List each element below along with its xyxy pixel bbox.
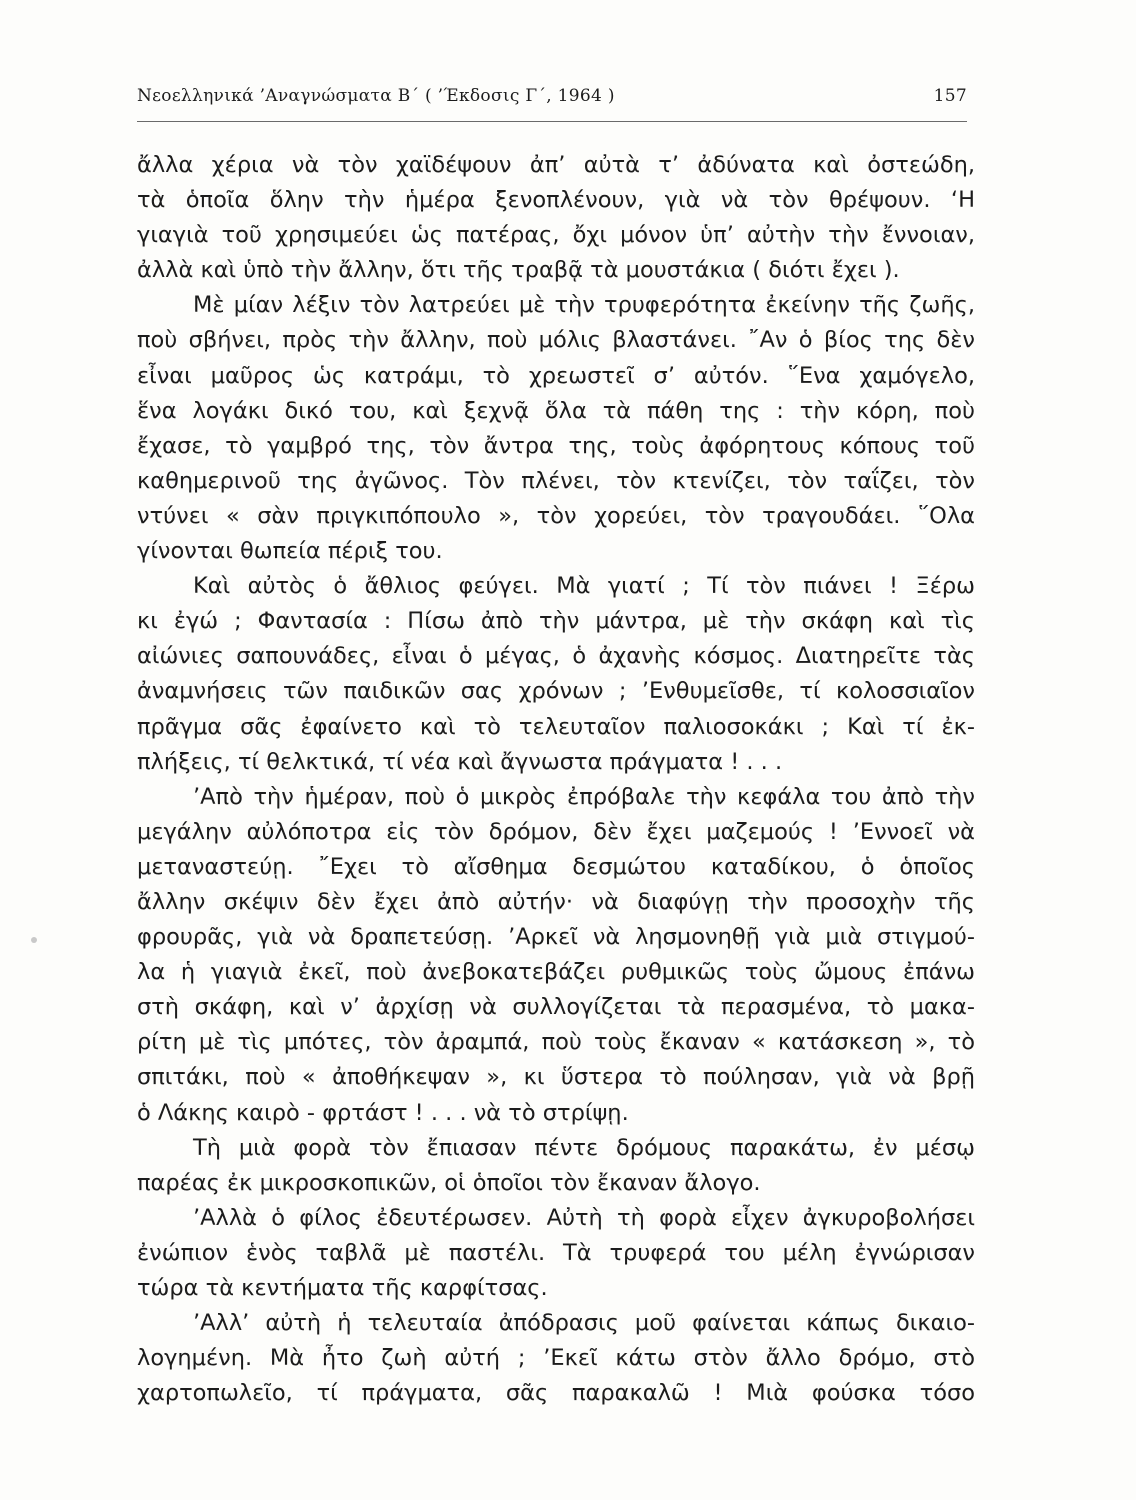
- margin-speck: [31, 937, 37, 943]
- text-line: τὰ ὁποῖα ὅλην τὴν ἡμέρα ξενοπλένουν, γιὰ νὰ τὸν θρέψουν. ‘Η: [137, 187, 975, 214]
- text-line: αἰώνιες σαπουνάδες, εἶναι ὁ μέγας, ὁ ἀχανὴς κόσμος. Διατηρεῖτε τὰς: [137, 643, 975, 670]
- text-line: Τὴ μιὰ φορὰ τὸν ἔπιασαν πέντε δρόμους παρακάτω, ἐν μέσῳ: [193, 1134, 975, 1161]
- text-line: χαρτοπωλεῖο, τί πράγματα, σᾶς παρακαλῶ ! Μιὰ φούσκα τόσο: [137, 1380, 975, 1407]
- text-line: ἐνώπιον ἑνὸς ταβλᾶ μὲ παστέλι. Τὰ τρυφερά του μέλη ἐγνώρισαν: [137, 1239, 975, 1266]
- text-line: ἕνα λογάκι δικό του, καὶ ξεχνᾷ ὅλα τὰ πάθη της : τὴν κόρη, ποὺ: [137, 397, 975, 424]
- text-line: ρίτη μὲ τὶς μπότες, τὸν ἀραμπά, ποὺ τοὺς ἔκαναν « κατάσκεση », τὸ: [137, 1029, 975, 1056]
- text-line: ἀναμνήσεις τῶν παιδικῶν σας χρόνων ; ’Ενθυμεῖσθε, τί κολοσσιαῖον: [137, 678, 975, 705]
- text-line: σπιτάκι, ποὺ « ἀποθήκεψαν », κι ὕστερα τὸ πούλησαν, γιὰ νὰ βρῇ: [137, 1064, 975, 1091]
- text-line: ’Αλλ’ αὐτὴ ἡ τελευταία ἀπόδρασις μοῦ φαίνεται κάπως δικαιο-: [193, 1310, 975, 1337]
- text-line: ντύνει « σὰν πριγκιπόπουλο », τὸν χορεύει, τὸν τραγουδάει. ῞Ολα: [137, 502, 975, 529]
- text-line: πλήξεις, τί θελκτικά, τί νέα καὶ ἄγνωστα πράγματα ! . . .: [137, 748, 783, 775]
- text-line: ’Απὸ τὴν ἡμέραν, ποὺ ὁ μικρὸς ἐπρόβαλε τὴν κεφάλα του ἀπὸ τὴν: [193, 783, 975, 810]
- header-title: Νεοελληνικά ’Αναγνώσματα Β΄ ( ’Έκδοσις Γ΄, 1964 ): [137, 86, 615, 106]
- text-line: ἔχασε, τὸ γαμβρό της, τὸν ἄντρα της, τοὺς ἀφόρητους κόπους τοῦ: [137, 432, 975, 459]
- text-line: ὁ Λάκης καιρὸ - φρτάστ ! . . . νὰ τὸ στρίψῃ.: [137, 1099, 629, 1126]
- text-line: στὴ σκάφη, καὶ ν’ ἀρχίσῃ νὰ συλλογίζεται τὰ περασμένα, τὸ μακα-: [137, 994, 975, 1021]
- text-line: πρᾶγμα σᾶς ἐφαίνετο καὶ τὸ τελευταῖον παλιοσοκάκι ; Καὶ τί ἐκ-: [137, 713, 975, 740]
- text-line: ἀλλὰ καὶ ὑπὸ τὴν ἄλλην, ὅτι τῆς τραβᾷ τὰ μουστάκια ( διότι ἔχει ).: [137, 257, 900, 284]
- running-header: [137, 86, 967, 114]
- text-line: ἄλλα χέρια νὰ τὸν χαϊδέψουν ἀπ’ αὐτὰ τ’ ἀδύνατα καὶ ὀστεώδη,: [137, 152, 975, 178]
- text-line: γιαγιὰ τοῦ χρησιμεύει ὡς πατέρας, ὄχι μόνον ὑπ’ αὐτὴν τὴν ἔννοιαν,: [137, 222, 975, 249]
- text-line: μεγάλην αὐλόποτρα εἰς τὸν δρόμον, δὲν ἔχει μαζεμούς ! ’Εννοεῖ νὰ: [137, 818, 975, 845]
- text-line: Καὶ αὐτὸς ὁ ἄθλιος φεύγει. Μὰ γιατί ; Τί τὸν πιάνει ! Ξέρω: [193, 573, 975, 600]
- page-number: 157: [933, 86, 967, 106]
- text-line: καθημερινοῦ της ἀγῶνος. Τὸν πλένει, τὸν κτενίζει, τὸν ταΐζει, τὸν: [137, 467, 975, 494]
- text-line: εἶναι μαῦρος ὡς κατράμι, τὸ χρεωστεῖ σ’ αὐτόν. ῞Ενα χαμόγελο,: [137, 362, 975, 389]
- text-line: ’Αλλὰ ὁ φίλος ἐδευτέρωσεν. Αὐτὴ τὴ φορὰ εἶχεν ἀγκυροβολήσει: [193, 1204, 975, 1231]
- text-line: μεταναστεύῃ. ῎Εχει τὸ αἴσθημα δεσμώτου καταδίκου, ὁ ὁποῖος: [137, 853, 975, 880]
- text-line: παρέας ἐκ μικροσκοπικῶν, οἱ ὁποῖοι τὸν ἔκαναν ἄλογο.: [137, 1169, 761, 1196]
- text-line: Μὲ μίαν λέξιν τὸν λατρεύει μὲ τὴν τρυφερότητα ἐκείνην τῆς ζωῆς,: [193, 292, 975, 319]
- text-line: κι ἐγώ ; Φαντασία : Πίσω ἀπὸ τὴν μάντρα, μὲ τὴν σκάφη καὶ τὶς: [137, 608, 975, 635]
- text-line: λα ἡ γιαγιὰ ἐκεῖ, ποὺ ἀνεβοκατεβάζει ρυθμικῶς τοὺς ὤμους ἐπάνω: [137, 959, 975, 986]
- text-line: τώρα τὰ κεντήματα τῆς καρφίτσας.: [137, 1275, 548, 1301]
- page-body: [137, 148, 975, 1411]
- text-line: ἄλλην σκέψιν δὲν ἔχει ἀπὸ αὐτήν· νὰ διαφύγῃ τὴν προσοχὴν τῆς: [137, 888, 975, 915]
- text-line: γίνονται θωπεία πέριξ του.: [137, 538, 443, 565]
- text-line: λογημένη. Μὰ ἦτο ζωὴ αὐτή ; ’Εκεῖ κάτω στὸν ἄλλο δρόμο, στὸ: [137, 1345, 975, 1372]
- text-line: φρουρᾶς, γιὰ νὰ δραπετεύσῃ. ’Αρκεῖ νὰ λησμονηθῇ γιὰ μιὰ στιγμού-: [137, 924, 975, 951]
- text-line: ποὺ σβήνει, πρὸς τὴν ἄλλην, ποὺ μόλις βλαστάνει. ῎Αν ὁ βίος της δὲν: [137, 327, 975, 354]
- header-rule: [137, 121, 967, 122]
